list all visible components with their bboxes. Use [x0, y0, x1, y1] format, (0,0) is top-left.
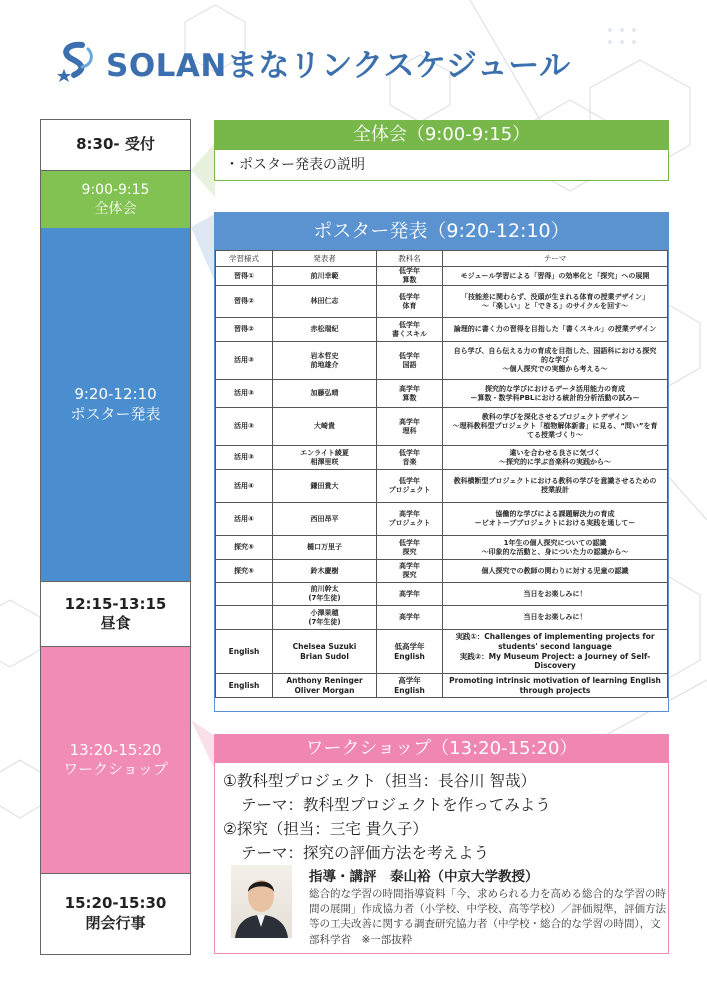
style-cell: 活用④ [216, 470, 273, 503]
presenter-cell-line: 樋口万里子 [307, 543, 342, 552]
subject-cell-line: 探究 [402, 547, 417, 556]
presenter-cell-line: Anthony Reninger [286, 675, 363, 685]
workshop-connector [191, 700, 215, 780]
lecturer-name: 指導・講評 泰山裕（中京大学教授） [309, 869, 539, 885]
subject-cell-line: English [394, 685, 425, 695]
style-cell: 活用③ [216, 380, 273, 408]
table-row [216, 583, 668, 606]
plenary-time: 9:00-9:15 [81, 182, 150, 199]
plenary-label: 全体会 [94, 200, 137, 217]
subject-cell-line: 低学年 [399, 477, 420, 486]
theme-cell-line: 当日をお楽しみに！ [523, 613, 587, 622]
reception-time: 8:30- 受付 [76, 135, 155, 154]
timeline-closing [41, 873, 190, 953]
subject-cell-line: 低学年 [399, 538, 420, 547]
subject-cell-line: 高学年 [399, 510, 420, 519]
theme-cell [443, 674, 668, 698]
timeline-reception [41, 120, 190, 171]
subject-cell [377, 630, 443, 674]
timeline-poster [41, 228, 190, 581]
subject-cell [377, 470, 443, 503]
theme-cell-line: 〜理科教科型プロジェクト「植物解体新書」に見る、“問い”を育 [452, 422, 658, 431]
theme-cell [443, 267, 668, 286]
theme-cell-line: 探究的な学びにおけるデータ活用能力の育成 [485, 384, 625, 393]
table-row [216, 318, 668, 342]
poster-table-body [216, 267, 668, 698]
presenter-cell [273, 267, 377, 286]
presenter-cell [273, 380, 377, 408]
subject-cell-line: 低高学年 [394, 641, 425, 651]
workshop-section [214, 734, 669, 954]
table-row [216, 536, 668, 560]
subject-cell-line: 低学年 [399, 292, 420, 301]
subject-cell [377, 560, 443, 583]
poster-connector [191, 212, 215, 292]
presenter-cell-line: 相澤里咲 [310, 457, 339, 466]
theme-cell-line: 論理的に書く力の習得を目指した「書くスキル」の授業デザイン [453, 325, 657, 334]
theme-cell-line: students' second language [498, 641, 612, 651]
presenter-cell-line: Chelsea Suzuki [292, 641, 357, 651]
presenter-cell-line: 小澤果穂 [310, 608, 339, 617]
presenter-cell-line: 鈴木慶樹 [310, 566, 339, 575]
table-row [216, 446, 668, 470]
subject-cell [377, 267, 443, 286]
workshop-inquiry-line: ②探究（担当：三宅 貴久子） [223, 820, 428, 838]
style-cell: English [216, 674, 273, 698]
style-cell: English [216, 630, 273, 674]
subject-cell-line: 国語 [402, 360, 417, 369]
presenter-cell [273, 408, 377, 446]
theme-cell-line: 自ら学び、自ら伝える力の育成を目指した、国語科における探究 [453, 347, 657, 356]
presenter-cell-line: 西田昂平 [310, 514, 339, 523]
column-header: テーマ [443, 251, 668, 267]
subject-cell [377, 503, 443, 536]
presenter-cell-line: (7年生徒) [308, 594, 341, 603]
subject-cell [377, 536, 443, 560]
presenter-cell [273, 503, 377, 536]
workshop-title: ワークショップ（13:20-15:20） [215, 735, 668, 763]
style-cell [216, 606, 273, 630]
style-cell: 習得① [216, 267, 273, 286]
theme-cell-line: Discovery [534, 661, 576, 671]
table-row [216, 342, 668, 380]
theme-cell-line: 「技能差に関わらず、没頭が生まれる体育の授業デザイン」 [461, 292, 649, 301]
lecturer-info [309, 865, 669, 948]
subject-cell-line: 高学年 [399, 562, 420, 571]
subject-cell [377, 408, 443, 446]
theme-cell [443, 446, 668, 470]
subject-cell-line: 低学年 [399, 320, 420, 329]
presenter-cell [273, 630, 377, 674]
page-title: SOLANまなリンクスケジュール [106, 47, 571, 84]
presenter-cell-line: 加藤弘晴 [310, 389, 339, 398]
subject-cell [377, 318, 443, 342]
closing-time: 15:20-15:30 [64, 894, 167, 912]
table-row [216, 286, 668, 318]
timeline-lunch [41, 581, 190, 647]
workshop-project-theme: テーマ：教科型プロジェクトを作ってみよう [241, 796, 551, 814]
presenter-cell-line: 大崎貴 [314, 422, 335, 431]
presenter-cell [273, 583, 377, 606]
theme-cell-line: 1年生の個人探究についての認識 [503, 538, 607, 547]
presenter-cell [273, 674, 377, 698]
subject-cell [377, 286, 443, 318]
presenter-cell [273, 342, 377, 380]
subject-cell [377, 583, 443, 606]
subject-cell-line: 高学年 [399, 417, 420, 426]
timeline-workshop [41, 647, 190, 873]
presenter-cell-line: 赤松瑞紀 [310, 325, 339, 334]
theme-cell-line: 協働的な学びによる課題解決力の育成 [495, 510, 615, 519]
theme-cell-line: 授業設計 [541, 486, 569, 495]
theme-cell [443, 318, 668, 342]
poster-section [214, 212, 669, 712]
subject-cell-line: 高学年 [398, 675, 421, 685]
subject-cell [377, 446, 443, 470]
subject-cell [377, 342, 443, 380]
style-cell: 活用③ [216, 446, 273, 470]
table-row [216, 408, 668, 446]
timeline-plenary [41, 171, 190, 228]
theme-cell [443, 536, 668, 560]
subject-cell [377, 380, 443, 408]
table-row [216, 606, 668, 630]
theme-cell-line: 〜個人探究での実態から考える〜 [502, 365, 608, 374]
theme-cell [443, 560, 668, 583]
style-cell: 探究⑤ [216, 536, 273, 560]
table-row [216, 267, 668, 286]
workshop-label: ワークショップ [63, 760, 168, 778]
plenary-title: 全体会（9:00-9:15） [214, 120, 669, 150]
presenter-cell-line: 林田仁志 [310, 297, 339, 306]
subject-cell-line: English [394, 651, 425, 661]
style-cell: 習得② [216, 318, 273, 342]
subject-cell-line: 探究 [402, 571, 417, 580]
style-cell: 活用③ [216, 342, 273, 380]
plenary-item: ・ポスター発表の説明 [214, 150, 669, 181]
lunch-time: 12:15-13:15 [64, 594, 167, 613]
theme-cell-line: ー算数・数学科PBLにおける統計的分析活動の試みー [470, 393, 640, 402]
column-header: 発表者 [273, 251, 377, 267]
plenary-section [214, 120, 669, 181]
theme-cell-line: 個人探究での教師の関わりに対する児童の認識 [481, 566, 629, 575]
subject-cell [377, 674, 443, 698]
presenter-cell-line: (7年生徒) [308, 617, 341, 626]
presenter-cell-line: 前川幹太 [310, 585, 339, 594]
presenter-cell [273, 318, 377, 342]
theme-cell-line: 的な学び [541, 356, 569, 365]
theme-cell [443, 408, 668, 446]
presenter-cell-line: Brian Sudol [300, 651, 349, 661]
lunch-label: 昼食 [100, 614, 131, 632]
presenter-cell [273, 606, 377, 630]
presenter-cell-line: エンライト綾夏 [300, 448, 349, 457]
plenary-connector [191, 135, 215, 205]
lecturer-bio: 総合的な学習の時間指導資料「今、求められる力を高める総合的な学習の時間の展開」作成協力者（小学校、中学校、高等学校）／評価規準，評価方法等の工夫改善に関する調査研究協力者（中学校・総合的な学習の時間），文部科学省 ※一部抜粋 [309, 888, 666, 946]
theme-cell-line: 違いを合わせる良さに気づく [509, 448, 601, 457]
theme-cell-line: モジュール学習による「習得」の効率化と「探究」への展開 [460, 271, 650, 280]
table-row [216, 380, 668, 408]
table-row [216, 503, 668, 536]
presenter-cell [273, 446, 377, 470]
table-row [216, 674, 668, 698]
subject-cell-line: 書くスキル [392, 329, 427, 338]
theme-cell [443, 470, 668, 503]
poster-table [215, 250, 668, 698]
style-cell: 活用③ [216, 408, 273, 446]
subject-cell-line: 算数 [402, 276, 417, 285]
presenter-cell [273, 470, 377, 503]
subject-cell-line: 算数 [402, 393, 417, 402]
theme-cell [443, 286, 668, 318]
timeline [40, 119, 191, 955]
presenter-cell-line: 前川幸範 [310, 271, 339, 280]
theme-cell-line: through projects [519, 685, 591, 695]
column-header: 学習様式 [216, 251, 273, 267]
theme-cell-line: 当日をお楽しみに！ [523, 589, 587, 598]
theme-cell-line: ービオトーププロジェクトにおける実践を通してー [474, 519, 636, 528]
subject-cell-line: 理科 [402, 426, 417, 435]
theme-cell [443, 380, 668, 408]
table-row [216, 630, 668, 674]
theme-cell-line: 〜印象的な活動と、身についた力の認識から〜 [481, 547, 629, 556]
presenter-cell-line: Oliver Morgan [294, 685, 355, 695]
subject-cell-line: 高学年 [399, 589, 420, 598]
workshop-inquiry-theme: テーマ：探究の評価方法を考えよう [241, 844, 490, 862]
presenter-cell [273, 560, 377, 583]
subject-cell [377, 606, 443, 630]
solan-logo-icon [52, 39, 100, 85]
subject-cell-line: 音楽 [402, 457, 417, 466]
subject-cell-line: プロジェクト [388, 519, 431, 528]
poster-label: ポスター発表 [70, 404, 161, 423]
theme-cell [443, 342, 668, 380]
presenter-cell-line: 岩本哲史 [310, 351, 339, 360]
theme-cell-line: 〜探究的に学ぶ音楽科の実践から〜 [499, 457, 611, 466]
presenter-cell-line: 前地雄介 [310, 360, 339, 369]
theme-cell-line: てる授業づくり〜 [527, 431, 583, 440]
page-header [52, 38, 571, 86]
subject-cell-line: 低学年 [399, 448, 420, 457]
closing-label: 閉会行事 [85, 913, 146, 932]
style-cell [216, 583, 273, 606]
lecturer-photo [231, 865, 292, 938]
style-cell: 活用④ [216, 503, 273, 536]
subject-cell-line: 低学年 [399, 351, 420, 360]
theme-cell-line: 教科の学びを深化させるプロジェクトデザイン [481, 413, 629, 422]
style-cell: 探究⑤ [216, 560, 273, 583]
theme-cell [443, 630, 668, 674]
subject-cell-line: 高学年 [399, 613, 420, 622]
theme-cell-line: Promoting intrinsic motivation of learning English [449, 675, 661, 685]
subject-cell-line: 低学年 [399, 267, 420, 275]
subject-cell-line: プロジェクト [388, 486, 431, 495]
style-cell: 習得② [216, 286, 273, 318]
table-row [216, 470, 668, 503]
table-header-row [216, 251, 668, 267]
theme-cell [443, 583, 668, 606]
theme-cell-line: 〜「楽しい」と「できる」のサイクルを回す〜 [481, 301, 629, 310]
poster-title: ポスター発表（9:20-12:10） [215, 213, 668, 250]
presenter-cell-line: 鎌田貴大 [310, 481, 339, 490]
theme-cell-line: 実践①：Challenges of implementing projects for [455, 632, 655, 642]
theme-cell [443, 503, 668, 536]
subject-cell-line: 体育 [402, 301, 417, 310]
subject-cell-line: 高学年 [399, 384, 420, 393]
poster-time: 9:20-12:10 [74, 385, 157, 403]
theme-cell [443, 606, 668, 630]
presenter-cell [273, 286, 377, 318]
theme-cell-line: 教科横断型プロジェクトにおける教科の学びを意識させるための [453, 477, 657, 486]
workshop-time: 13:20-15:20 [69, 740, 162, 759]
workshop-project-line: ①教科型プロジェクト（担当：長谷川 智哉） [223, 772, 537, 790]
column-header: 教科名 [377, 251, 443, 267]
presenter-cell [273, 536, 377, 560]
table-row [216, 560, 668, 583]
theme-cell-line: 実践②：My Museum Project: a Journey of Self- [459, 651, 651, 661]
